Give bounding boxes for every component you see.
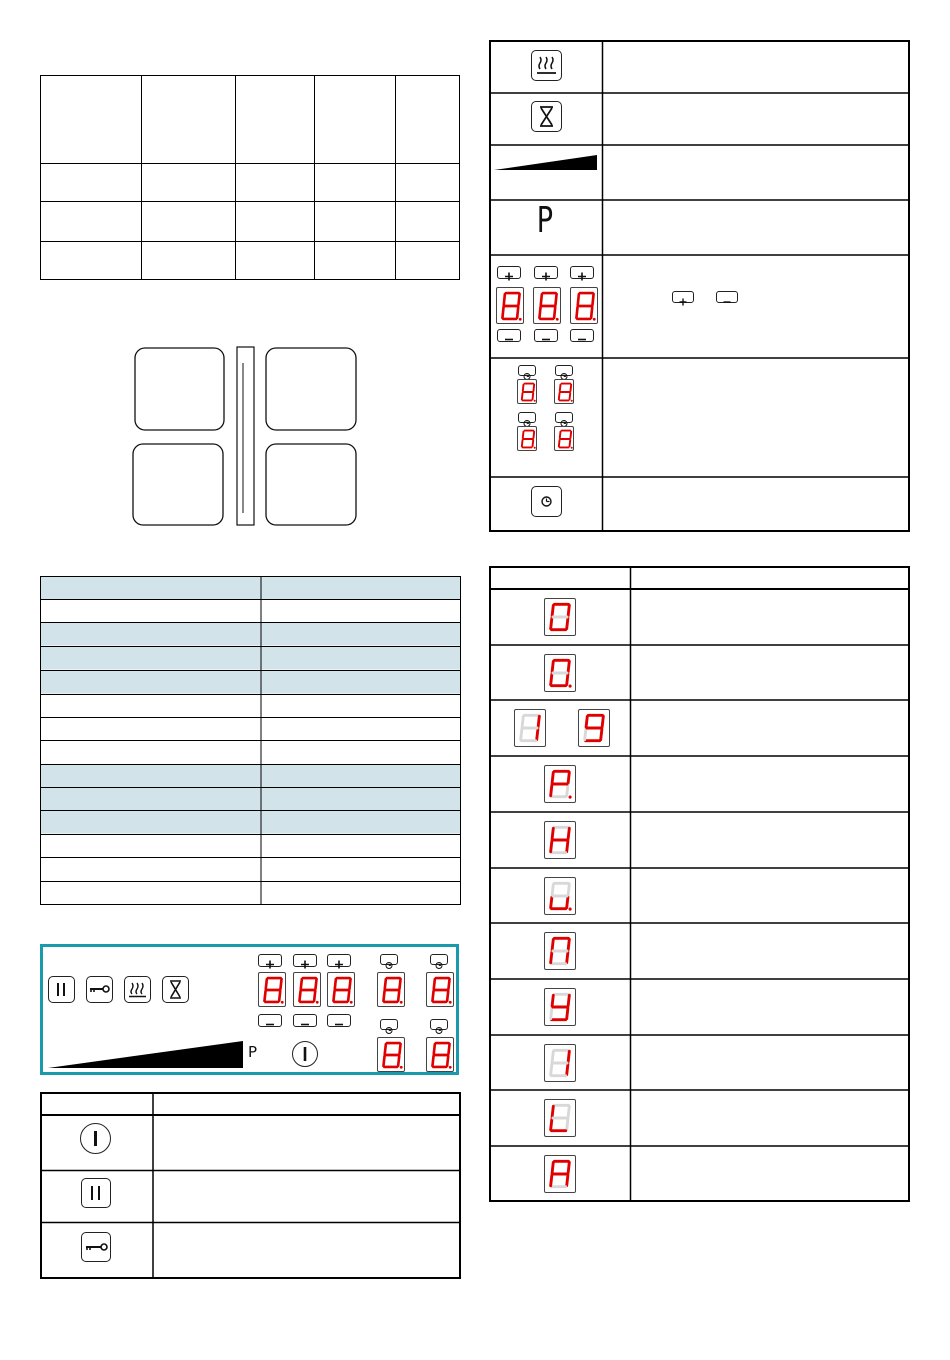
symbol-table-right bbox=[489, 40, 910, 532]
power-boost-p: P bbox=[536, 200, 554, 241]
timer-key-4 bbox=[555, 412, 573, 423]
hourglass-symbol bbox=[531, 101, 562, 132]
on-off-button[interactable] bbox=[292, 1041, 318, 1067]
timer-display-2 bbox=[426, 972, 454, 1007]
zone-display-3 bbox=[327, 972, 355, 1007]
power-slider-icon bbox=[494, 155, 597, 171]
zone-front-right bbox=[266, 444, 356, 525]
plus-button-1[interactable] bbox=[258, 954, 282, 967]
top-left-table bbox=[40, 75, 460, 280]
timer-hourglass-button[interactable] bbox=[162, 976, 189, 1003]
display-digit-8 bbox=[544, 988, 576, 1026]
display-digit-3 bbox=[514, 709, 546, 747]
minus-button-2[interactable] bbox=[293, 1014, 317, 1027]
on-off-icon bbox=[81, 1124, 110, 1153]
display-digit-3 bbox=[578, 709, 610, 747]
timer-button-1[interactable] bbox=[380, 954, 398, 965]
inline-minus-key bbox=[716, 291, 738, 303]
heat-warm-icon bbox=[125, 977, 150, 1002]
display-digit-10 bbox=[544, 1099, 576, 1137]
minus-button-1[interactable] bbox=[258, 1014, 282, 1027]
digit-display-3 bbox=[570, 287, 598, 324]
symbol-table-left bbox=[40, 1092, 461, 1279]
digit-display-2 bbox=[533, 287, 561, 324]
zone-rear-left bbox=[135, 348, 224, 430]
timer-key-2 bbox=[555, 365, 573, 376]
minus-key-3 bbox=[570, 329, 594, 342]
heat-warm-icon bbox=[532, 51, 561, 80]
control-panel bbox=[40, 944, 459, 1075]
display-digit-6 bbox=[544, 877, 576, 915]
display-digit-11 bbox=[544, 1155, 576, 1193]
plus-key-1 bbox=[497, 266, 521, 279]
lock-symbol bbox=[81, 1232, 111, 1262]
display-digit-1 bbox=[544, 598, 576, 636]
lock-key-icon bbox=[82, 1233, 110, 1261]
display-digit-7 bbox=[544, 932, 576, 970]
pause-button[interactable] bbox=[48, 976, 75, 1003]
power-slider-icon[interactable] bbox=[48, 1041, 243, 1071]
display-digit-4 bbox=[544, 765, 576, 803]
timer-digit-4 bbox=[554, 426, 574, 451]
plus-key-2 bbox=[534, 266, 558, 279]
timer-symbol bbox=[531, 486, 562, 517]
power-indicator-p: P bbox=[248, 1043, 258, 1061]
warm-button[interactable] bbox=[124, 976, 151, 1003]
timer-button-4[interactable] bbox=[430, 1019, 448, 1030]
display-table bbox=[489, 566, 910, 1202]
digit-display-1 bbox=[496, 287, 524, 324]
pause-icon bbox=[82, 1179, 110, 1207]
lock-key-icon bbox=[87, 977, 112, 1002]
timer-digit-2 bbox=[554, 379, 574, 404]
timer-display-4 bbox=[426, 1037, 454, 1072]
plus-button-2[interactable] bbox=[293, 954, 317, 967]
control-strip bbox=[237, 347, 254, 525]
warm-symbol bbox=[531, 50, 562, 81]
pause-icon bbox=[49, 977, 74, 1002]
timer-digit-1 bbox=[517, 379, 537, 404]
timer-key-3 bbox=[518, 412, 536, 423]
hourglass-icon bbox=[532, 102, 561, 131]
minus-key-1 bbox=[497, 329, 521, 342]
inline-plus-key bbox=[672, 291, 694, 303]
display-digit-5 bbox=[544, 821, 576, 859]
timer-button-3[interactable] bbox=[380, 1019, 398, 1030]
timer-display-1 bbox=[377, 972, 405, 1007]
pause-symbol bbox=[81, 1178, 111, 1208]
hourglass-icon bbox=[163, 977, 188, 1002]
on-off-symbol bbox=[80, 1123, 111, 1154]
timer-display-3 bbox=[377, 1037, 405, 1072]
minus-key-2 bbox=[534, 329, 558, 342]
timer-button-icon bbox=[532, 487, 561, 516]
zone-front-left bbox=[133, 444, 223, 525]
lock-button[interactable] bbox=[86, 976, 113, 1003]
timer-button-2[interactable] bbox=[430, 954, 448, 965]
timer-key-1 bbox=[518, 365, 536, 376]
minus-button-3[interactable] bbox=[327, 1014, 351, 1027]
timer-digit-3 bbox=[517, 426, 537, 451]
zone-display-2 bbox=[293, 972, 321, 1007]
zone-display-1 bbox=[258, 972, 286, 1007]
cooking-zones-diagram bbox=[130, 343, 360, 529]
zone-rear-right bbox=[266, 348, 356, 430]
plus-button-3[interactable] bbox=[327, 954, 351, 967]
display-digit-9 bbox=[544, 1044, 576, 1082]
settings-table bbox=[40, 576, 461, 905]
on-off-icon bbox=[293, 1042, 317, 1066]
display-digit-2 bbox=[544, 654, 576, 692]
plus-key-3 bbox=[570, 266, 594, 279]
